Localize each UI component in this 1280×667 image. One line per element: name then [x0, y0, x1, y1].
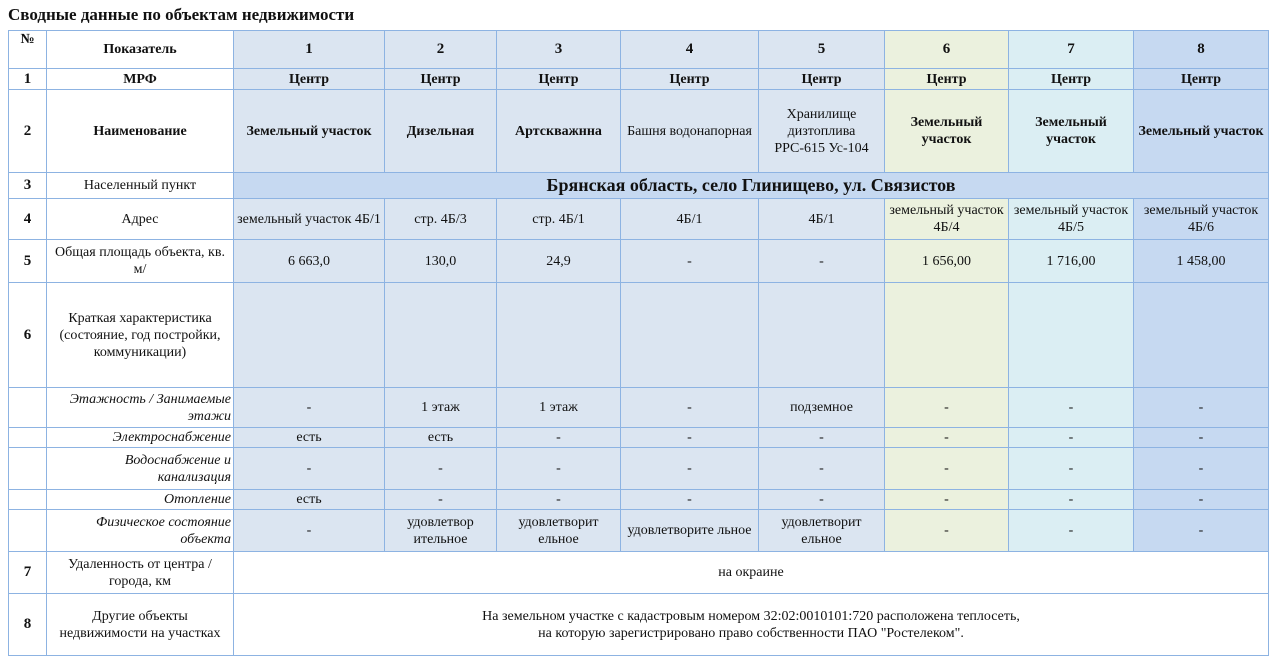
row-number: 5 — [9, 240, 47, 283]
value-cell — [759, 283, 885, 388]
value-cell: - — [759, 428, 885, 448]
row-label: Адрес — [47, 199, 234, 240]
column-header: 8 — [1134, 31, 1269, 69]
value-cell: Земельный участок — [234, 90, 385, 173]
value-cell: - — [497, 448, 621, 490]
row-label: Удаленность от центра /города, км — [47, 552, 234, 594]
merged-cell: на окраине — [234, 552, 1269, 594]
value-cell: - — [385, 490, 497, 510]
row-label: Общая площадь объекта, кв. м/ — [47, 240, 234, 283]
value-cell: земельный участок 4Б/1 — [234, 199, 385, 240]
value-cell: - — [497, 428, 621, 448]
value-cell: Земельный участок — [1134, 90, 1269, 173]
row-number: 3 — [9, 173, 47, 199]
merged-cell: Брянская область, село Глинищево, ул. Связистов — [234, 173, 1269, 199]
value-cell: - — [1009, 490, 1134, 510]
value-cell: - — [1134, 490, 1269, 510]
value-cell: - — [621, 388, 759, 428]
value-cell: - — [885, 448, 1009, 490]
value-cell: - — [1134, 428, 1269, 448]
value-cell: - — [759, 448, 885, 490]
value-cell: - — [621, 448, 759, 490]
value-cell: подземное — [759, 388, 885, 428]
row-label: МРФ — [47, 69, 234, 90]
value-cell: - — [1009, 448, 1134, 490]
value-cell: - — [234, 510, 385, 552]
value-cell: - — [621, 428, 759, 448]
value-cell: 6 663,0 — [234, 240, 385, 283]
header-row — [9, 31, 1269, 69]
note-line: на которую зарегистрировано право собственности ПАО "Ростелеком". — [538, 625, 964, 641]
value-cell: Земельный участок — [885, 90, 1009, 173]
value-cell: Центр — [234, 69, 385, 90]
value-cell: 4Б/1 — [621, 199, 759, 240]
row-number: 1 — [9, 69, 47, 90]
table-row — [9, 240, 1269, 283]
value-cell: есть — [385, 428, 497, 448]
row-label: Краткая характеристика (состояние, год постройки, коммуникации) — [47, 283, 234, 388]
row-number — [9, 490, 47, 510]
subrow — [9, 448, 1269, 490]
value-cell: - — [1134, 448, 1269, 490]
row-number — [9, 388, 47, 428]
value-cell — [621, 283, 759, 388]
value-cell: удовлетворит ельное — [759, 510, 885, 552]
value-cell — [497, 283, 621, 388]
row-number — [9, 428, 47, 448]
table-row — [9, 552, 1269, 594]
value-cell: 1 716,00 — [1009, 240, 1134, 283]
table-row — [9, 69, 1269, 90]
value-cell: 4Б/1 — [759, 199, 885, 240]
table-row — [9, 90, 1269, 173]
row-number: 2 — [9, 90, 47, 173]
row-label: Электроснабжение — [47, 428, 234, 448]
row-label: Населенный пункт — [47, 173, 234, 199]
page-title: Сводные данные по объектам недвижимости — [8, 5, 355, 24]
value-cell: земельный участок 4Б/5 — [1009, 199, 1134, 240]
value-cell: - — [1134, 388, 1269, 428]
value-cell: - — [885, 428, 1009, 448]
row-label: Отопление — [47, 490, 234, 510]
value-cell: Центр — [497, 69, 621, 90]
row-number: 4 — [9, 199, 47, 240]
value-cell: 1 этаж — [497, 388, 621, 428]
value-cell — [885, 283, 1009, 388]
value-cell: - — [1009, 388, 1134, 428]
value-cell: - — [621, 240, 759, 283]
value-cell — [1009, 283, 1134, 388]
value-cell: Центр — [621, 69, 759, 90]
value-cell — [385, 283, 497, 388]
value-cell: Центр — [385, 69, 497, 90]
value-cell: Центр — [1134, 69, 1269, 90]
row-label: Физическое состояние объекта — [47, 510, 234, 552]
value-cell: стр. 4Б/3 — [385, 199, 497, 240]
value-cell: земельный участок 4Б/6 — [1134, 199, 1269, 240]
row-number — [9, 448, 47, 490]
value-cell: - — [1134, 510, 1269, 552]
value-cell: есть — [234, 428, 385, 448]
table-row — [9, 199, 1269, 240]
subrow — [9, 490, 1269, 510]
value-cell: удовлетвор ительное — [385, 510, 497, 552]
column-header: 6 — [885, 31, 1009, 69]
value-cell: 1 656,00 — [885, 240, 1009, 283]
value-cell: 130,0 — [385, 240, 497, 283]
value-cell: - — [1009, 510, 1134, 552]
value-cell: Земельный участок — [1009, 90, 1134, 173]
value-cell: Дизельная — [385, 90, 497, 173]
row-number: 8 — [9, 594, 47, 656]
value-cell: - — [234, 388, 385, 428]
value-cell: 24,9 — [497, 240, 621, 283]
value-cell: Хранилище дизтоплива РРС-615 Ус-104 — [759, 90, 885, 173]
row-number — [9, 510, 47, 552]
value-cell — [1134, 283, 1269, 388]
value-cell: - — [234, 448, 385, 490]
value-cell: - — [885, 388, 1009, 428]
column-header: 2 — [385, 31, 497, 69]
value-cell: - — [885, 510, 1009, 552]
row-label: Другие объекты недвижимости на участках — [47, 594, 234, 656]
value-cell: - — [497, 490, 621, 510]
column-header: 3 — [497, 31, 621, 69]
num-header: № — [9, 31, 47, 69]
note-line: На земельном участке с кадастровым номером 32:02:0010101:720 расположена теплосеть, — [482, 608, 1020, 624]
column-header: 1 — [234, 31, 385, 69]
table-row — [9, 283, 1269, 388]
subrow — [9, 428, 1269, 448]
column-header: 7 — [1009, 31, 1134, 69]
value-cell: 1 458,00 — [1134, 240, 1269, 283]
value-cell: - — [885, 490, 1009, 510]
row-label: Водоснабжение и канализация — [47, 448, 234, 490]
real-estate-table — [8, 30, 1269, 656]
value-cell: удовлетворите льное — [621, 510, 759, 552]
value-cell: - — [759, 490, 885, 510]
value-cell: есть — [234, 490, 385, 510]
value-cell: Артскважнна — [497, 90, 621, 173]
subrow — [9, 388, 1269, 428]
value-cell: удовлетворит ельное — [497, 510, 621, 552]
column-header: 5 — [759, 31, 885, 69]
table-row — [9, 173, 1269, 199]
value-cell: - — [385, 448, 497, 490]
row-number: 6 — [9, 283, 47, 388]
value-cell: Центр — [885, 69, 1009, 90]
subrow — [9, 510, 1269, 552]
value-cell — [234, 283, 385, 388]
value-cell: - — [621, 490, 759, 510]
value-cell: земельный участок 4Б/4 — [885, 199, 1009, 240]
value-cell: 1 этаж — [385, 388, 497, 428]
value-cell: Центр — [1009, 69, 1134, 90]
value-cell: Центр — [759, 69, 885, 90]
value-cell: стр. 4Б/1 — [497, 199, 621, 240]
row-number: 7 — [9, 552, 47, 594]
table-row — [9, 594, 1269, 656]
merged-cell — [234, 594, 1269, 656]
indicator-header: Показатель — [47, 31, 234, 69]
row-label: Этажность / Занимаемые этажи — [47, 388, 234, 428]
value-cell: Башня водонапорная — [621, 90, 759, 173]
value-cell: - — [1009, 428, 1134, 448]
value-cell: - — [759, 240, 885, 283]
column-header: 4 — [621, 31, 759, 69]
row-label: Наименование — [47, 90, 234, 173]
